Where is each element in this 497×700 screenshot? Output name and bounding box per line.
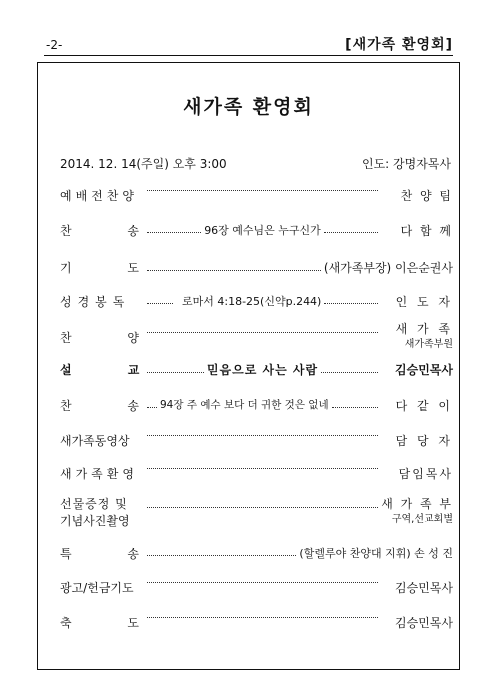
item-middle: 로마서 4:18-25(신약p.244) <box>182 295 322 308</box>
item-right: 김승민목사 <box>395 581 453 595</box>
item-label: 설 교 <box>60 363 140 377</box>
item-label: 축 도 <box>60 616 139 630</box>
event-meta <box>60 155 451 172</box>
leader-dots <box>147 371 204 373</box>
item-right: 담임목사 <box>398 467 453 481</box>
item-label: 찬 양 <box>60 331 139 345</box>
item-right: 찬 양 팀 <box>400 189 453 203</box>
program-item <box>60 465 453 482</box>
item-label: 광고/헌금기도 <box>60 581 134 595</box>
program-item <box>60 187 453 204</box>
item-label: 특 송 <box>60 547 139 561</box>
document-title: 새가족 환영회 <box>183 96 314 118</box>
item-right: 담 당 자 <box>395 434 453 448</box>
page-number: -2- <box>46 38 63 52</box>
item-right: 김승민목사 <box>395 363 453 377</box>
program-item <box>60 545 453 562</box>
leader-dots <box>147 269 321 271</box>
leader-dots <box>324 302 378 304</box>
item-middle: (할렐루야 찬양대 지휘) 손 성 진 <box>299 547 453 560</box>
leader: 인도: 강명자목사 <box>361 157 451 171</box>
item-right: 다 같 이 <box>395 399 453 413</box>
program-item <box>60 259 453 276</box>
leader-dots <box>147 581 378 583</box>
leader-dots <box>147 331 378 333</box>
item-right: 인 도 자 <box>395 295 453 309</box>
leader-dots <box>147 406 157 408</box>
leader-dots <box>147 189 378 191</box>
item-middle: (새가족부장) 이은순권사 <box>323 261 453 275</box>
item-right: 다 함 께 <box>400 224 453 238</box>
leader-dots <box>147 231 201 233</box>
item-middle: 96장 예수님은 누구신가 <box>204 224 321 237</box>
item-label: 성경봉독 <box>60 295 131 309</box>
item-right: 새 가 족 새가족부원 <box>395 322 453 350</box>
item-label: 찬 송 <box>60 224 139 238</box>
program-item <box>60 496 453 530</box>
item-label: 기 도 <box>60 261 139 275</box>
program-item <box>60 579 453 596</box>
item-right: 김승민목사 <box>395 616 453 630</box>
item-middle: 94장 주 예수 보다 더 귀한 것은 없네 <box>160 399 329 411</box>
program-item <box>60 293 453 310</box>
leader-dots <box>332 406 378 408</box>
item-label: 찬 송 <box>60 399 139 413</box>
header-rule <box>44 55 453 56</box>
item-label: 새가족동영상 <box>60 434 130 448</box>
leader-dots <box>321 371 378 373</box>
program-item <box>60 432 453 449</box>
leader-dots <box>147 434 378 436</box>
header-title: [새가족 환영회] <box>345 37 453 53</box>
leader-dots <box>147 302 173 304</box>
leader-dots <box>324 231 378 233</box>
program-item <box>60 397 453 414</box>
item-middle: 믿음으로 사는 사람 <box>206 363 319 377</box>
program-item <box>60 361 453 378</box>
program-item <box>60 614 453 631</box>
program-item <box>60 321 453 353</box>
leader-dots <box>147 467 378 469</box>
date-time: 2014. 12. 14(주일) 오후 3:00 <box>60 157 227 171</box>
item-label: 선물증정 및 기념사진촬영 <box>60 497 130 528</box>
leader-dots <box>147 616 378 618</box>
item-label: 예배전찬양 <box>60 189 138 203</box>
leader-dots <box>147 554 296 556</box>
leader-dots <box>147 506 378 508</box>
item-label: 새가족환영 <box>60 467 138 481</box>
program-item <box>60 222 453 239</box>
item-right: 새 가 족 부 구역,선교회별 <box>381 497 453 525</box>
